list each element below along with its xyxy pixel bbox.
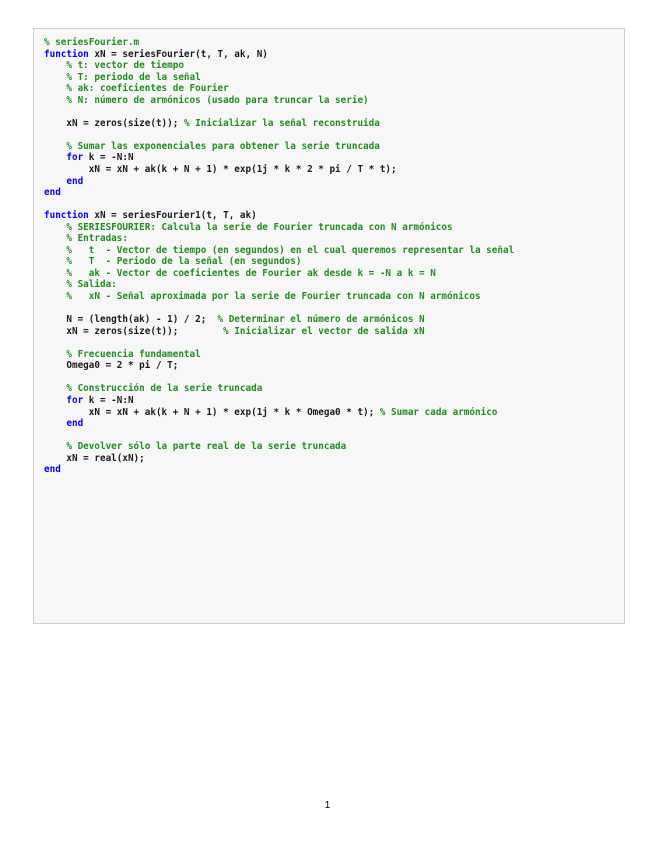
code-line — [44, 337, 514, 349]
code-token: xN = zeros(size(t)); — [44, 325, 224, 337]
code-line — [44, 129, 514, 141]
comment-token: % Construcción de la serie truncada — [66, 383, 263, 395]
code-token: xN = seriesFourier1(t, T, ak) — [88, 210, 257, 222]
code-token — [44, 222, 66, 233]
code-line — [44, 164, 514, 176]
code-line — [44, 430, 514, 442]
code-token — [44, 279, 66, 290]
comment-token: % t: vector de tiempo — [66, 60, 184, 72]
comment-token: % ak: coeficientes de Fourier — [66, 83, 229, 95]
comment-token: % Inicializar la señal reconstruida — [183, 117, 380, 129]
code-token: k = -N:N — [83, 394, 134, 406]
code-line — [44, 106, 514, 118]
code-token: N = (length(ak) - 1) / 2; — [44, 314, 218, 326]
comment-token: % T: periodo de la señal — [66, 71, 201, 83]
comment-token: % Sumar cada armónico — [379, 406, 498, 418]
code-token: xN = xN + ak(k + N + 1) * exp(1j * k * Omega0 * t); — [44, 406, 380, 418]
code-line — [44, 141, 514, 153]
code-line — [44, 360, 514, 372]
code-line — [44, 303, 514, 315]
code-token — [44, 441, 66, 452]
code-line — [44, 72, 514, 84]
code-token — [44, 395, 66, 406]
code-line — [44, 372, 514, 384]
comment-token: % SERIESFOURIER: Calcula la serie de Fourier truncada con N armónicos — [66, 221, 453, 233]
code-line — [44, 210, 514, 222]
keyword-token: end — [66, 418, 84, 430]
code-line — [44, 233, 514, 245]
code-line — [44, 291, 514, 303]
comment-token: % Frecuencia fundamental — [66, 348, 201, 360]
code-listing — [33, 28, 625, 624]
code-token — [44, 256, 66, 267]
comment-token: % seriesFourier.m — [44, 37, 140, 48]
code-line — [44, 326, 514, 338]
code-token — [44, 268, 66, 279]
comment-token: % ak - Vector de coeficientes de Fourier ak desde k = -N a k = N — [66, 267, 436, 279]
code-token — [44, 152, 66, 163]
code-line — [44, 176, 514, 188]
comment-token: % Salida: — [66, 279, 117, 291]
code-token — [44, 383, 66, 394]
code-token — [44, 245, 66, 256]
code-line — [44, 395, 514, 407]
code-token: Omega0 = 2 * pi / T; — [44, 360, 179, 372]
keyword-token: function — [44, 210, 89, 222]
code-token — [44, 349, 66, 360]
comment-token: % Sumar las exponenciales para obtener la serie truncada — [66, 140, 380, 152]
code-token — [44, 176, 66, 187]
code-token: xN = seriesFourier(t, T, ak, N) — [88, 48, 268, 60]
page-number: 1 — [324, 800, 331, 811]
comment-token: % Devolver sólo la parte real de la serie truncada — [66, 441, 347, 453]
code-token: xN = real(xN); — [44, 452, 145, 464]
code-token: k = -N:N — [83, 152, 134, 164]
code-line — [44, 383, 514, 395]
code-token: xN = xN + ak(k + N + 1) * exp(1j * k * 2 * pi / T * t); — [44, 164, 397, 176]
code-line — [44, 95, 514, 107]
keyword-token: for — [66, 394, 84, 406]
code-line — [44, 60, 514, 72]
code-token — [44, 418, 66, 429]
code-line — [44, 441, 514, 453]
code-line — [44, 222, 514, 234]
code-line — [44, 418, 514, 430]
code-lines — [44, 37, 514, 476]
code-token — [44, 72, 66, 83]
keyword-token: function — [44, 48, 89, 60]
comment-token: % T - Periodo de la señal (en segundos) — [66, 256, 302, 268]
keyword-token: end — [66, 175, 84, 187]
keyword-token: end — [44, 187, 61, 199]
code-line — [44, 245, 514, 257]
comment-token: % t - Vector de tiempo (en segundos) en el cual queremos representar la señal — [66, 244, 515, 256]
code-line — [44, 314, 514, 326]
code-token — [44, 291, 66, 302]
comment-token: % xN - Señal aproximada por la serie de Fourier truncada con N armónicos — [66, 291, 481, 303]
comment-token: % Determinar el número de armónicos N — [217, 314, 425, 326]
keyword-token: for — [66, 152, 84, 164]
code-line — [44, 152, 514, 164]
code-token — [44, 60, 66, 71]
comment-token: % N: número de armónicos (usado para truncar la serie) — [66, 94, 369, 106]
code-line — [44, 349, 514, 361]
code-line — [44, 268, 514, 280]
code-line — [44, 83, 514, 95]
code-line — [44, 49, 514, 61]
code-line — [44, 279, 514, 291]
code-token — [44, 95, 66, 106]
code-token — [44, 83, 66, 94]
code-line — [44, 37, 514, 49]
code-line — [44, 187, 514, 199]
code-token — [44, 233, 66, 244]
code-line — [44, 464, 514, 476]
keyword-token: end — [44, 464, 61, 476]
code-line — [44, 118, 514, 130]
code-line — [44, 256, 514, 268]
code-line — [44, 407, 514, 419]
comment-token: % Entradas: — [66, 233, 128, 245]
code-line — [44, 199, 514, 211]
code-line — [44, 453, 514, 465]
code-token: xN = zeros(size(t)); — [44, 117, 184, 129]
comment-token: % Inicializar el vector de salida xN — [223, 325, 425, 337]
code-token — [44, 141, 66, 152]
